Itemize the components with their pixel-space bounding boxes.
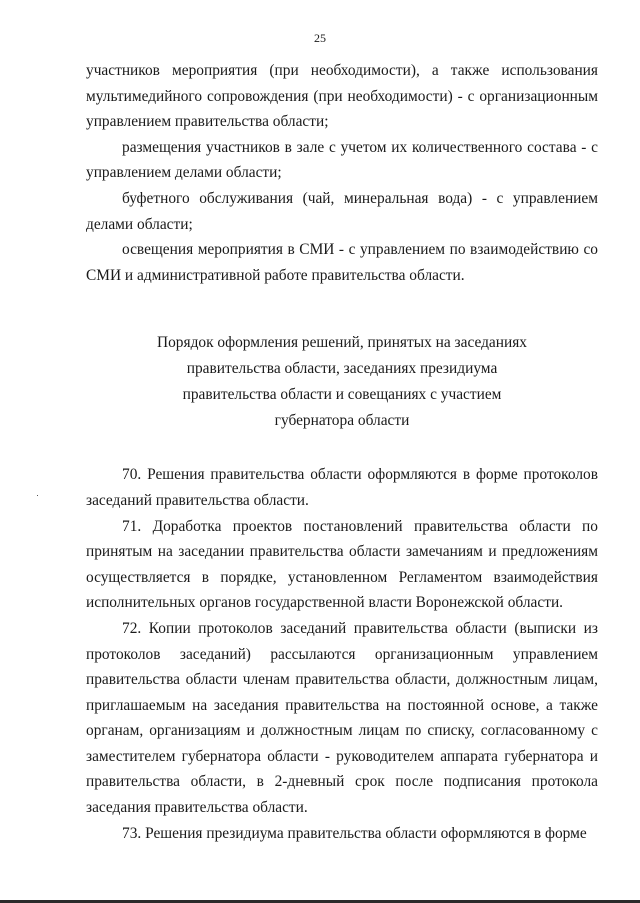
section-heading-line: правительства области и совещаниях с участием: [182, 386, 502, 404]
paragraph-71: 71. Доработка проектов постановлений правительства области по принятым на заседании правительства области замечаниям и предложениям осуществляется в порядке, установленном Регламентом взаимодействия исполнительных органов государственной власти Воронежской области.: [86, 517, 598, 612]
paragraph-placement: размещения участников в зале с учетом их количественного состава - с управлением делами области;: [86, 138, 598, 182]
paragraph-buffet: буфетного обслуживания (чай, минеральная вода) - с управлением делами области;: [86, 189, 598, 233]
section-heading-line: Порядок оформления решений, принятых на заседаниях: [157, 334, 527, 352]
page-number: 25: [314, 31, 326, 45]
paragraph-media: освещения мероприятия в СМИ - с управлением по взаимодействию со СМИ и административной работе правительства области.: [86, 241, 598, 284]
paragraph-73: 73. Решения президиума правительства области оформляются в форме: [122, 824, 587, 842]
section-heading-line: правительства области, заседаниях президиума: [186, 360, 498, 378]
paragraph-70: 70. Решения правительства области оформляются в форме протоколов заседаний правительства области.: [86, 466, 598, 509]
section-heading-line: губернатора области: [274, 412, 410, 430]
paragraph-continuation: участников мероприятия (при необходимости), а также использования мультимедийного сопровождения (при необходимости) - с организационным управлением правительства области;: [86, 62, 598, 131]
document-body: [86, 58, 598, 846]
section-heading: [86, 330, 598, 434]
section-spacer: [86, 434, 598, 462]
scan-speck: [37, 495, 38, 496]
paragraph-72: 72. Копии протоколов заседаний правительства области (выписки из протоколов заседаний) рассылаются организационным управлением правительства области членам правительства области, должностным лицам, приглашаемым на заседания правительства на постоянной основе, а также органам, организациям и должностным лицам по списку, согласованному с заместителем губернатора области - руководителем аппарата губернатора и правительства области, в 2-дневный срок после подписания протокола заседания правительства области.: [86, 619, 598, 817]
